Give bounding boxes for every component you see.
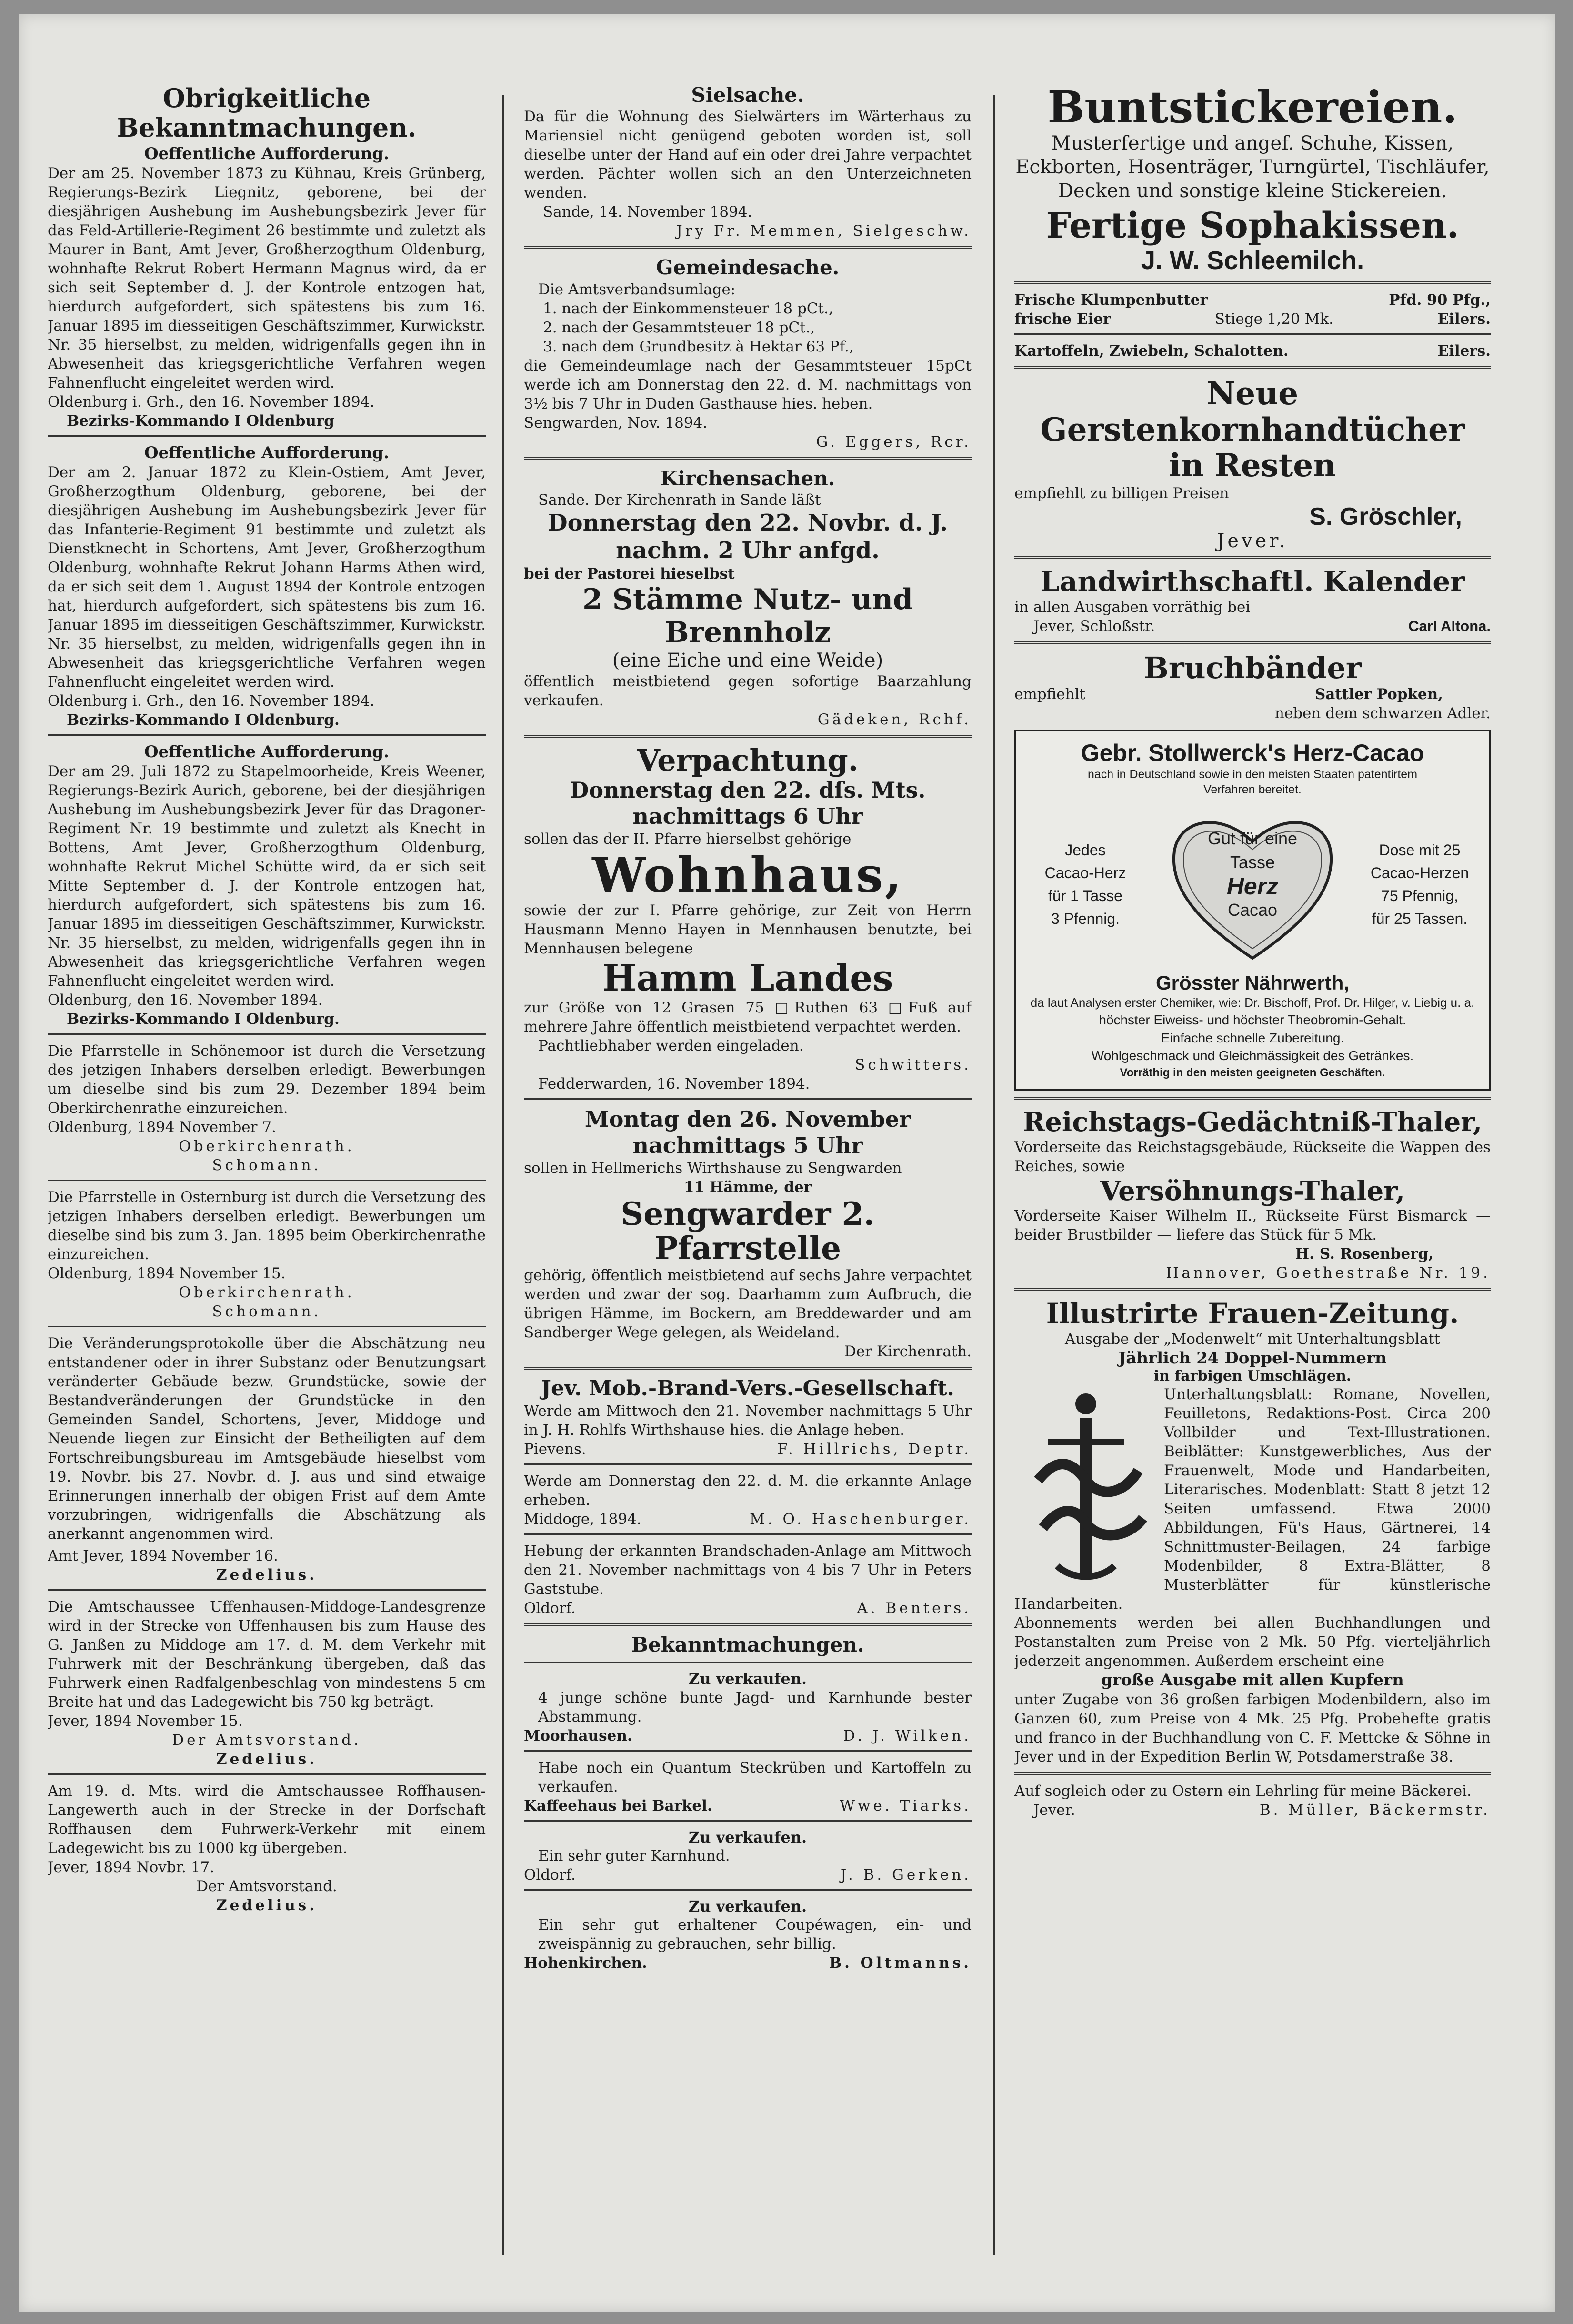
kirchen-item: Brennholz bbox=[664, 616, 831, 650]
column-rule bbox=[502, 95, 504, 2255]
divider bbox=[524, 1533, 972, 1535]
brand-signer: F. Hillrichs, Deptr. bbox=[777, 1440, 972, 1458]
notice-org: Oberkirchenrath. bbox=[179, 1283, 355, 1301]
divider bbox=[1014, 1288, 1491, 1291]
cacao-analysts: da laut Analysen erster Chemiker, wie: Dr. Bischoff, Prof. Dr. Hilger, v. Liebig u. a. bbox=[1030, 995, 1475, 1010]
divider bbox=[48, 1326, 486, 1327]
verpachtung-item: Wohnhaus, bbox=[592, 846, 903, 903]
kirchen-item: 2 Stämme Nutz- und bbox=[582, 583, 913, 617]
sale-body: 4 junge schöne bunte Jagd- und Karnhunde bester Abstammung. bbox=[538, 1689, 972, 1725]
cacao-head: Grösster Nährwerth, bbox=[1155, 972, 1350, 994]
sale-body: Ein sehr gut erhaltener Coupéwagen, ein- und zweispännig zu gebrauchen, sehr billig. bbox=[538, 1916, 972, 1953]
divider bbox=[1014, 333, 1491, 335]
bruch-signer: Sattler Popken, bbox=[1314, 686, 1443, 703]
sale-title: Zu verkaufen. bbox=[688, 1670, 807, 1688]
cacao-left bbox=[1026, 839, 1145, 930]
divider bbox=[1014, 281, 1491, 284]
notice-body: Die Veränderungsprotokolle über die Abschätzung neu entstandener oder in ihrer Substanz oder Benutzungsart veränderter Gebäude bezw. Grundstücke, sowie der Bestandveränderungen der Grundstücke in den Gemeinden Sandel, Schortens, Jever, Middoge und Neuende liegen zur Einsicht der Betheiligten auf dem Fortschreibungsbureau im Amtsgebäude hieselbst vom 19. Novbr. bis 27. Novbr. d. J. aus und sind etwaige Erinnerungen innerhalb der obigen Frist auf dem Amte vorzubringen, widrigenfalls die Abschätzung als anerkannt angenommen wird. bbox=[48, 1334, 486, 1543]
notice-body: Die Amtschaussee Uffenhausen-Middoge-Landesgrenze wird in der Strecke von Uffenhausen bis zum Hause des G. Janßen zu Middoge am 17. d. M. dem Verkehr mit Fuhrwerk mit der Beschränkung übergeben, daß das Fuhrwerk einen Radfalgenbeschlag von mindestens 5 cm Breite hat und das Ladegewicht bis 750 kg beträgt. bbox=[48, 1598, 486, 1711]
divider bbox=[524, 1463, 972, 1465]
thaler-body: Vorderseite Kaiser Wilhelm II., Rückseite Fürst Bismarck — beider Brustbilder — liefere das Stück für 5 Mk. bbox=[1014, 1207, 1491, 1243]
notice-signer: Schomann. bbox=[212, 1156, 321, 1174]
sale-sign-row bbox=[524, 1953, 972, 1973]
bunt-signer: J. W. Schleemilch. bbox=[1141, 246, 1364, 275]
divider bbox=[524, 1750, 972, 1752]
klump-row bbox=[1014, 341, 1491, 361]
neue-signer: S. Gröschler, bbox=[1309, 503, 1462, 531]
kalender-body: in allen Ausgaben vorräthig bei bbox=[1014, 598, 1251, 616]
kalender-sign-row bbox=[1014, 617, 1491, 636]
notice-body: Der am 2. Januar 1872 zu Klein-Ostiem, Amt Jever, Großherzogthum Oldenburg, geborene, bei der diesjährigen Aushebung im Aushebungsbezirk Jever für das Infanterie-Regiment 91 bestimmte und zuletzt als Dienstknecht in Schortens, Amt Jever, Großherzogthum Oldenburg, wohnhafte Rekrut Johann Harms Athen wird, da er sich seit dem 1. August 1894 der Kontrole entzogen hat, hierdurch aufgefordert, sich spätestens bis zum 16. Januar 1895 im diesseitigen Geschäftszimmer, Kurwickstr. Nr. 35 hierselbst, zu melden, widrigenfalls gegen ihn in Abwesenheit das kriegsgerichtliche Verfahren wegen Fahnenflucht eingeleitet werden wird. bbox=[48, 463, 486, 691]
thaler-body: Vorderseite das Reichstagsgebäude, Rückseite die Wappen des Reiches, sowie bbox=[1014, 1138, 1491, 1175]
siel-body: Da für die Wohnung des Sielwärters im Wärterhaus zu Mariensiel nicht genügend geboten worden ist, soll dieselbe unter der Hand auf ein oder drei Jahre verpachtet werden. Pächter wollen sich an den Unterzeichneten wenden. bbox=[524, 108, 972, 202]
newspaper-page bbox=[19, 14, 1555, 2312]
notice-body: Die Pfarrstelle in Schönemoor ist durch die Versetzung des jetzigen Inhabers derselben erledigt. Bewerbungen um dieselbe sind bis zum 29. Dezember 1894 beim Oberkirchenrathe einzureichen. bbox=[48, 1042, 486, 1117]
sale-sign-row bbox=[524, 1865, 972, 1884]
montag-item: Sengwarder 2. Pfarrstelle bbox=[621, 1195, 875, 1267]
klump-price: Stiege 1,20 Mk. bbox=[1214, 310, 1334, 328]
notice-body: Der am 25. November 1873 zu Kühnau, Kreis Grünberg, Regierungs-Bezirk Liegnitz, geborene, bei der diesjährigen Aushebung im Aushebungsbezirk Jever für das Feld-Artillerie-Regiment 26 bestimmte und zuletzt als Maurer in Bant, Amt Jever, Großherzogthum Oldenburg, wohnhafte Rekrut Robert Hermann Magnus wird, da er sich seit September d. J. der Kontrole entzogen hat, hierdurch aufgefordert, sich spätestens bis zum 16. Januar 1895 im diesseitigen Geschäftszimmer, Kurwickstr. Nr. 35 hierselbst, zu melden, widrigenfalls gegen ihn in Abwesenheit das kriegsgerichtliche Verfahren wegen Fahnenflucht eingeleitet werden wird. bbox=[48, 164, 486, 391]
column-rule bbox=[993, 95, 995, 2255]
brand-signer: M. O. Haschenburger. bbox=[750, 1510, 972, 1528]
monogram-icon bbox=[1014, 1385, 1157, 1585]
neue-title: Gerstenkornhandtücher bbox=[1040, 411, 1465, 448]
notice-signer: Zedelius. bbox=[216, 1566, 318, 1583]
heart-line: Tasse bbox=[1230, 852, 1275, 872]
montag-signer: Der Kirchenrath. bbox=[844, 1343, 972, 1361]
lehrling-signer: B. Müller, Bäckermstr. bbox=[1259, 1802, 1491, 1819]
gemeinde-item: 2. nach der Gesammtsteuer 18 pCt., bbox=[543, 319, 815, 336]
montag-when: Montag den 26. November bbox=[584, 1106, 911, 1132]
klump-row bbox=[1014, 310, 1491, 329]
siel-title: Sielsache. bbox=[691, 83, 804, 107]
divider bbox=[524, 735, 972, 738]
frauen-yearly: Jährlich 24 Doppel-Nummern bbox=[1118, 1348, 1387, 1368]
klump-signer: Eilers. bbox=[1437, 342, 1491, 360]
gemeinde-item: 3. nach dem Grundbesitz à Hektar 63 Pf., bbox=[543, 338, 854, 355]
cacao-wohl: Wohlgeschmack und Gleichmässigkeit des Getränkes. bbox=[1091, 1048, 1414, 1063]
divider bbox=[1014, 366, 1491, 369]
divider bbox=[524, 457, 972, 460]
frauen-abo: Abonnements werden bei allen Buchhandlungen und Postanstalten zum Preise von 2 Mk. 50 Pfg. vierteljährlich jederzeit angenommen. Außerdem erscheint eine bbox=[1014, 1614, 1491, 1670]
verpachtung-body: Pachtliebhaber werden eingeladen. bbox=[538, 1037, 804, 1054]
cacao-heart-text bbox=[1167, 827, 1338, 922]
divider bbox=[524, 1889, 972, 1891]
heart-line: Herz bbox=[1226, 873, 1279, 900]
notice-date: Jever, 1894 Novbr. 17. bbox=[48, 1858, 215, 1876]
verpachtung-date: Fedderwarden, 16. November 1894. bbox=[538, 1075, 810, 1092]
montag-intro: sollen in Hellmerichs Wirthshause zu Sengwarden bbox=[524, 1159, 902, 1177]
heart-line: Cacao bbox=[1227, 900, 1278, 920]
lehrling-place: Jever. bbox=[1033, 1802, 1075, 1819]
kirchen-body: öffentlich meistbietend gegen sofortige Baarzahlung verkaufen. bbox=[524, 673, 972, 710]
cacao-vorr: Vorräthig in den meisten geeigneten Geschäften. bbox=[1120, 1066, 1385, 1080]
column-advertisements bbox=[1014, 83, 1491, 2264]
frauen-title: Illustrirte Frauen-Zeitung. bbox=[1046, 1297, 1459, 1330]
gemeinde-body: die Gemeindeumlage nach der Gesammtsteuer 15pCt werde ich am Donnerstag den 22. d. M. nachmittags von 3½ bis 7 Uhr in Duden Gasthause hies. heben. bbox=[524, 357, 972, 412]
neue-body: empfiehlt zu billigen Preisen bbox=[1014, 485, 1229, 502]
cacao-left-line: Jedes bbox=[1065, 841, 1106, 859]
cacao-left-line: für 1 Tasse bbox=[1048, 887, 1122, 905]
frauen-body: Unterhaltungsblatt: Romane, Novellen, Feuilletons, Redaktions-Post. Circa 200 Vollbilder und Text-Illustrationen. Beiblätter: Kunstgewerbliches, Aus der Frauenwelt, Mode und Handarbeiten, Literarisches. Modenblatt: Statt 8 jetzt 12 Seiten umfassend. Etwa 2000 Abbildungen, Fü's Haus, Gärtnerei, 14 Schnittmuster-Beilagen, 24 farbige Modenbilder, 8 Extra-Blätter, 8 Musterblätter für künstlerische Handarbeiten. bbox=[1014, 1386, 1491, 1613]
divider bbox=[1014, 641, 1491, 644]
sale-title: Zu verkaufen. bbox=[688, 1828, 807, 1846]
verpachtung-item: Hamm Landes bbox=[602, 956, 893, 999]
notice-body: Am 19. d. Mts. wird die Amtschaussee Roffhausen-Langewerth auch in der Strecke in der Dorfschaft Roffhausen dem Fuhrwerk-Verkehr mit einem Ladegewicht bis zu 1000 kg übergeben. bbox=[48, 1782, 486, 1857]
kirchen-when: nachm. 2 Uhr anfgd. bbox=[616, 537, 880, 564]
siel-date: Sande, 14. November 1894. bbox=[543, 203, 752, 221]
klump-row bbox=[1014, 290, 1491, 310]
kalender-signer: Carl Altona. bbox=[1408, 617, 1491, 634]
cacao-left-line: 3 Pfennig. bbox=[1051, 910, 1120, 928]
verpachtung-when: nachmittags 6 Uhr bbox=[632, 803, 863, 829]
divider bbox=[48, 1589, 486, 1591]
divider bbox=[524, 1820, 972, 1822]
sale-body: Habe noch ein Quantum Steckrüben und Kartoffeln zu verkaufen. bbox=[538, 1759, 972, 1795]
cacao-right-line: für 25 Tassen. bbox=[1372, 910, 1468, 928]
divider bbox=[524, 1367, 972, 1370]
notice-signer: Zedelius. bbox=[216, 1896, 318, 1914]
verpachtung-when: Donnerstag den 22. dſs. Mts. bbox=[570, 777, 926, 803]
divider bbox=[48, 1180, 486, 1181]
brand-sign-row bbox=[524, 1510, 972, 1529]
gemeinde-signer: G. Eggers, Rcr. bbox=[816, 433, 972, 451]
kirchen-title: Kirchensachen. bbox=[660, 466, 835, 490]
montag-count: 11 Hämme, der bbox=[684, 1178, 812, 1196]
sale-place: Kaffeehaus bei Barkel. bbox=[524, 1797, 712, 1814]
sale-place: Moorhausen. bbox=[524, 1727, 632, 1744]
divider bbox=[1014, 1097, 1491, 1100]
sale-place: Oldorf. bbox=[524, 1866, 576, 1884]
kirchen-where: bei der Pastorei hieselbst bbox=[524, 565, 735, 583]
sale-signer: D. J. Wilken. bbox=[843, 1727, 972, 1744]
notice-date: Oldenburg i. Grh., den 16. November 1894. bbox=[48, 393, 375, 411]
frauen-zeitung-logo bbox=[1014, 1385, 1157, 1585]
notice-date: Oldenburg, den 16. November 1894. bbox=[48, 991, 323, 1009]
cacao-gehalt: höchster Eiweiss- und höchster Theobromin-Gehalt. bbox=[1099, 1012, 1406, 1028]
gemeinde-item: 1. nach der Einkommensteuer 18 pCt., bbox=[543, 300, 833, 317]
cacao-title: Gebr. Stollwerck's Herz-Cacao bbox=[1081, 740, 1424, 767]
thaler-signer: H. S. Rosenberg, bbox=[1295, 1245, 1433, 1262]
brand-place: Middoge, 1894. bbox=[524, 1510, 641, 1528]
thaler-addr: Hannover, Goethestraße Nr. 19. bbox=[1166, 1264, 1491, 1282]
sale-body: Ein sehr guter Karnhund. bbox=[538, 1847, 730, 1865]
notice-title: Oeffentliche Aufforderung. bbox=[144, 742, 389, 761]
sale-sign-row bbox=[524, 1796, 972, 1815]
klump-item: frische Eier bbox=[1014, 310, 1111, 328]
heart-line: Gut für eine bbox=[1207, 829, 1298, 849]
section-title: Obrigkeitliche Bekanntmachungen. bbox=[117, 83, 417, 143]
brand-place: Oldorf. bbox=[524, 1599, 576, 1617]
column-official-notices bbox=[48, 83, 486, 2264]
divider bbox=[1014, 1772, 1491, 1775]
bunt-item: Fertige Sophakissen. bbox=[1046, 205, 1459, 247]
siel-signer: Jry Fr. Memmen, Sielgeschw. bbox=[676, 222, 972, 240]
lehrling-body: Auf sogleich oder zu Ostern ein Lehrling für meine Bäckerei. bbox=[1014, 1783, 1472, 1800]
notice-org: Oberkirchenrath. bbox=[179, 1137, 355, 1155]
sale-signer: J. B. Gerken. bbox=[840, 1866, 972, 1884]
bruch-left: empfiehlt bbox=[1014, 686, 1085, 703]
bruch-row bbox=[1014, 685, 1491, 704]
kirchen-intro: Sande. Der Kirchenrath in Sande läßt bbox=[538, 491, 821, 509]
notice-date: Oldenburg, 1894 November 7. bbox=[48, 1118, 276, 1136]
sale-signer: B. Oltmanns. bbox=[829, 1954, 972, 1972]
frauen-tail: unter Zugabe von 36 großen farbigen Modenbildern, also im Ganzen 60, zum Preise von 4 Mk. 25 Pfg. Probehefte gratis und franco in der Buchhandlung von C. F. Mettcke & Söhne in Jever und in der Expedition Berlin W, Potsdamerstraße 38. bbox=[1014, 1691, 1491, 1766]
neue-title: Neue bbox=[1206, 374, 1299, 412]
notice-date: Jever, 1894 November 15. bbox=[48, 1712, 243, 1730]
gemeinde-title: Gemeindesache. bbox=[656, 256, 840, 280]
cacao-heart-row bbox=[1026, 806, 1479, 963]
divider bbox=[48, 1033, 486, 1035]
notice-signer: Bezirks-Kommando I Oldenburg. bbox=[67, 711, 340, 729]
brand-sign-row bbox=[524, 1440, 972, 1459]
divider bbox=[48, 435, 486, 437]
frauen-covers: in farbigen Umschlägen. bbox=[1153, 1368, 1352, 1385]
notice-signer: Zedelius. bbox=[216, 1750, 318, 1768]
brand-signer: A. Benters. bbox=[857, 1599, 972, 1617]
thaler-title: Versöhnungs-Thaler, bbox=[1100, 1175, 1405, 1207]
divider bbox=[524, 246, 972, 249]
cacao-right-line: Cacao-Herzen bbox=[1370, 864, 1469, 882]
divider bbox=[524, 1623, 972, 1626]
verpachtung-body: zur Größe von 12 Grasen 75 □Ruthen 63 □Fuß auf mehrere Jahre öffentlich meistbietend verpachtet werden. bbox=[524, 999, 972, 1035]
notice-title: Oeffentliche Aufforderung. bbox=[144, 443, 389, 462]
verpachtung-signer: Schwitters. bbox=[855, 1056, 972, 1073]
cacao-left-line: Cacao-Herz bbox=[1044, 864, 1126, 882]
notice-org: Der Amtsvorstand. bbox=[172, 1731, 361, 1749]
brand-title: Jev. Mob.-Brand-Vers.-Gesellschaft. bbox=[541, 1376, 954, 1401]
divider bbox=[48, 1773, 486, 1775]
cacao-advert bbox=[1014, 730, 1491, 1091]
brand-sign-row bbox=[524, 1599, 972, 1618]
bruch-addr: neben dem schwarzen Adler. bbox=[1274, 705, 1491, 722]
kirchen-when: Donnerstag den 22. Novbr. d. J. bbox=[547, 510, 948, 537]
klump-item: Kartoffeln, Zwiebeln, Schalotten. bbox=[1014, 342, 1289, 360]
notice-signer: Schomann. bbox=[212, 1302, 321, 1320]
gemeinde-date: Sengwarden, Nov. 1894. bbox=[524, 414, 708, 431]
kalender-title: Landwirthschaftl. Kalender bbox=[1040, 565, 1465, 598]
brand-body: Hebung der erkannten Brandschaden-Anlage am Mittwoch den 21. November nachmittags von 4 bis 7 Uhr in Peters Gaststube. bbox=[524, 1542, 972, 1598]
cacao-right-line: Dose mit 25 bbox=[1379, 841, 1461, 859]
sale-signer: Wwe. Tiarks. bbox=[840, 1797, 972, 1814]
verpachtung-intro: sollen das der II. Pfarre hierselbst gehörige bbox=[524, 830, 852, 848]
klump-price: Pfd. 90 Pfg., bbox=[1389, 291, 1491, 309]
bunt-body: Musterfertige und angef. Schuhe, Kissen, Eckborten, Hosenträger, Turngürtel, Tischläufer, Decken und sonstige kleine Stickereien. bbox=[1015, 132, 1490, 202]
sale-place: Hohenkirchen. bbox=[524, 1954, 647, 1972]
cacao-right-line: 75 Pfennig, bbox=[1381, 887, 1458, 905]
klump-signer: Eilers. bbox=[1437, 310, 1491, 328]
bruch-title: Bruchbänder bbox=[1143, 650, 1362, 685]
notice-signer: Bezirks-Kommando I Oldenburg. bbox=[67, 1010, 340, 1028]
klump-item: Frische Klumpenbutter bbox=[1014, 291, 1208, 309]
kirchen-item-note: (eine Eiche und eine Weide) bbox=[612, 650, 883, 672]
notice-date: Amt Jever, 1894 November 16. bbox=[48, 1547, 278, 1564]
brand-body: Werde am Mittwoch den 21. November nachmittags 5 Uhr in J. H. Rohlfs Wirthshause hies. die Anlage heben. bbox=[524, 1402, 972, 1439]
cacao-sub: nach in Deutschland sowie in den meisten Staaten patentirtem Verfahren bereitet. bbox=[1087, 768, 1418, 797]
frauen-grosse: große Ausgabe mit allen Kupfern bbox=[1101, 1671, 1404, 1690]
brand-body: Werde am Donnerstag den 22. d. M. die erkannte Anlage erheben. bbox=[524, 1472, 972, 1509]
frauen-sub: Ausgabe der „Modenwelt“ mit Unterhaltungsblatt bbox=[1064, 1330, 1441, 1348]
thaler-title: Reichstags-Gedächtniß-Thaler, bbox=[1022, 1106, 1483, 1138]
neue-title: in Resten bbox=[1169, 447, 1336, 484]
montag-when: nachmittags 5 Uhr bbox=[632, 1132, 863, 1158]
divider bbox=[524, 1662, 972, 1663]
bunt-title: Buntstickereien. bbox=[1047, 83, 1458, 133]
montag-body: gehörig, öffentlich meistbietend auf sechs Jahre verpachtet werden und zwar der sog. Daarhamm zum Aufbruch, die übrigen Hämme, im Bockern, am Breddewarder und am Sandberger Wege gelegen, als Weideland. bbox=[524, 1267, 972, 1342]
divider bbox=[524, 1098, 972, 1100]
sale-title: Zu verkaufen. bbox=[688, 1897, 807, 1916]
notice-signer: Bezirks-Kommando I Oldenburg bbox=[67, 412, 334, 430]
bekannt-title: Bekanntmachungen. bbox=[631, 1633, 864, 1656]
cacao-einfach: Einfache schnelle Zubereitung. bbox=[1161, 1031, 1344, 1046]
column-local-notices bbox=[524, 83, 972, 2264]
kirchen-signer: Gädeken, Rchf. bbox=[817, 711, 972, 729]
notice-title: Oeffentliche Aufforderung. bbox=[144, 144, 389, 164]
neue-place: Jever. bbox=[1217, 530, 1288, 552]
cacao-right bbox=[1360, 839, 1479, 930]
verpachtung-body: sowie der zur I. Pfarre gehörige, zur Zeit von Herrn Hausmann Menno Hayen in Mennhausen benutzte, bei Mennhausen belegene bbox=[524, 902, 972, 957]
lehrling-sign-row bbox=[1014, 1801, 1491, 1820]
verpachtung-title: Verpachtung. bbox=[637, 743, 859, 778]
notice-org: Der Amtsvorstand. bbox=[196, 1877, 337, 1895]
notice-date: Oldenburg, 1894 November 15. bbox=[48, 1264, 286, 1282]
kalender-place: Jever, Schloßstr. bbox=[1033, 617, 1155, 635]
brand-place: Pievens. bbox=[524, 1440, 586, 1458]
divider bbox=[1014, 556, 1491, 559]
sale-sign-row bbox=[524, 1726, 972, 1745]
gemeinde-intro: Die Amtsverbandsumlage: bbox=[538, 280, 736, 298]
notice-body: Die Pfarrstelle in Osternburg ist durch die Versetzung des jetzigen Inhabers derselben erledigt. Bewerbungen um dieselbe sind bis zum 3. Jan. 1895 beim Oberkirchenrathe einzureichen. bbox=[48, 1188, 486, 1263]
cacao-heart bbox=[1167, 806, 1338, 963]
notice-date: Oldenburg i. Grh., den 16. November 1894. bbox=[48, 692, 375, 710]
notice-body: Der am 29. Juli 1872 zu Stapelmoorheide, Kreis Weener, Regierungs-Bezirk Aurich, geborene, bei der diesjährigen Aushebung im Aushebungsbezirk Jever für das Dragoner-Regiment Nr. 19 bestimmte und zuletzt als Knecht in Bottens, Amt Jever, Großherzogthum Oldenburg, wohnhafte Rekrut Michel Schütte wird, da er sich seit Mitte September d. J. der Kontrole entzogen hat, hierdurch aufgefordert, sich spätestens bis zum 16. Januar 1895 im diesseitigen Geschäftszimmer, Kurwickstr. Nr. 35 hierselbst, zu melden, widrigenfalls gegen ihn in Abwesenheit das kriegsgerichtliche Verfahren wegen Fahnenflucht eingeleitet werden wird. bbox=[48, 762, 486, 990]
divider bbox=[48, 734, 486, 736]
